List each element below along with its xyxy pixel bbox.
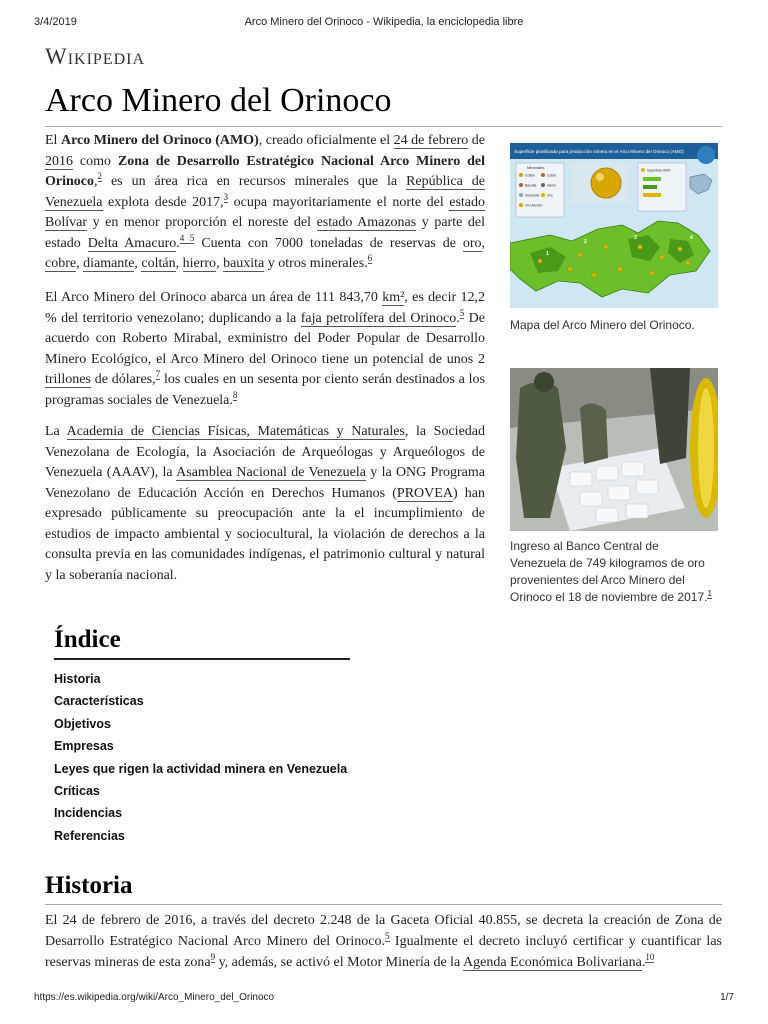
print-url: https://es.wikipedia.org/wiki/Arco_Minero_del_Orinoco	[34, 992, 275, 1003]
print-page-number: 1/7	[720, 992, 734, 1003]
link-coltan[interactable]: coltán	[141, 256, 176, 271]
toc-item-objetivos[interactable]: Objetivos	[54, 716, 111, 731]
ref-7[interactable]: 7	[155, 369, 161, 380]
link-agenda-economica[interactable]: Agenda Económica Bolivariana	[463, 955, 642, 970]
map-superficie-label: Superficie AMO	[647, 168, 671, 173]
link-hierro[interactable]: hierro	[182, 256, 217, 271]
table-of-contents	[54, 626, 350, 847]
map-region-3: 3	[634, 235, 637, 241]
section-heading-historia: Historia	[45, 872, 722, 905]
toc-item-criticas[interactable]: Críticas	[54, 784, 100, 799]
ref-10[interactable]: 10	[645, 952, 655, 963]
link-republica-venezuela[interactable]: República de Venezuela	[45, 174, 486, 210]
print-date: 3/4/2019	[34, 16, 77, 28]
photo-figure	[510, 368, 718, 606]
ref-9[interactable]: 9	[210, 952, 216, 963]
legend-hierro: Hierro	[547, 183, 557, 188]
link-delta-amacuro[interactable]: Delta Amacuro	[87, 235, 177, 251]
legend-bauxita: Bauxita	[525, 183, 537, 188]
link-academia-ciencias[interactable]: Academia de Ciencias Físicas, Matemáticas y Naturales	[66, 424, 405, 439]
legend-cobre: Cobre	[547, 173, 557, 178]
toc-title: Índice	[54, 626, 350, 660]
gold-bars-photo[interactable]	[510, 368, 718, 531]
intro-paragraph-2: El Arco Minero del Orinoco abarca un área de 111 843,70 km², es decir 12,2 % del territorio venezolano; duplicando a la faja petrolífera del Orinoco.$^5$ De acuerdo con Roberto Mirabal, exministro del Poder Popular de Desarrollo Minero Ecológico, el Arco Minero del Orinoco tiene un potencial de unos 2 trillones de dólares,$^7$ los cuales en un sesenta por ciento serán destinados a los programas sociales de Venezuela.$^8$	[45, 290, 485, 408]
link-oro[interactable]: oro	[462, 235, 482, 251]
toc-item-incidencias[interactable]: Incidencias	[54, 806, 123, 821]
link-estado-amazonas[interactable]: estado Amazonas	[316, 215, 417, 230]
toc-item-caracteristicas[interactable]: Características	[54, 694, 144, 709]
ref-8[interactable]: 8	[232, 389, 238, 400]
wikipedia-logo[interactable]: Wikipedia	[45, 44, 146, 69]
legend-oro-aluvion: Oro Aluvión	[525, 203, 543, 208]
link-trillones[interactable]: trillones	[45, 372, 91, 387]
link-provea[interactable]: PROVEA	[396, 485, 453, 501]
link-bauxita[interactable]: bauxita	[223, 256, 265, 271]
intro-paragraph-3: La Academia de Ciencias Físicas, Matemáticas y Naturales, la Sociedad Venezolana de Ecología, la Asociación de Arqueólogas y Arqueólogos de Venezuela (AAAV), la Asamblea Nacional de Venezuela y la ONG Programa Venezolano de Educación Acción en Derechos Humanos (PROVEA) han expresado públicamente su preocupación ante la el incumplimiento de estudios de impacto ambiental y sociocultural, la violación de derechos a la consulta previa en las comunidades indígenas, el patrimonio cultural y natural y la soberanía nacional.	[45, 424, 485, 583]
ref-5-historia[interactable]: 5	[385, 931, 390, 942]
ref-6[interactable]: 6	[367, 253, 373, 264]
map-figure	[510, 143, 718, 334]
map-region-2: 2	[584, 239, 587, 245]
legend-diamante: Diamante	[525, 193, 540, 198]
map-region-4: 4	[690, 235, 693, 241]
print-page-title: Arco Minero del Orinoco - Wikipedia, la enciclopedia libre	[244, 16, 524, 28]
article-title: Arco Minero del Orinoco	[45, 82, 722, 127]
toc-item-referencias[interactable]: Referencias	[54, 828, 125, 843]
toc-item-empresas[interactable]: Empresas	[54, 739, 114, 754]
historia-paragraph: El 24 de febrero de 2016, a través del decreto 2.248 de la Gaceta Oficial 40.855, se decreta la creación de Zona de Desarrollo Estratégico Nacional Arco Minero del Orinoco.$^5$ Igualmente el decreto incluyó certificar y cuantificar las reservas mineras de esta zona$^9$ y, además, se activó el Motor Minería de la Agenda Económica Bolivariana.$^{10}$	[45, 913, 722, 970]
link-24-febrero[interactable]: 24 de febrero	[393, 133, 469, 148]
link-diamante[interactable]: diamante	[83, 256, 135, 271]
link-2016[interactable]: 2016	[45, 153, 73, 169]
legend-oro: Oro	[547, 193, 553, 198]
globe-icon	[697, 146, 715, 164]
map-image[interactable]	[510, 143, 718, 308]
ref-3[interactable]: 3	[223, 191, 229, 202]
legend-coltan: Coltan	[525, 173, 535, 178]
map-header-text: Superficie planificada para producción minera en el Arco Minero del Orinoco (AMO)	[514, 149, 684, 154]
ref-5[interactable]: 5	[459, 307, 465, 318]
link-faja-petrolifera[interactable]: faja petrolífera del Orinoco	[300, 310, 457, 326]
bold-term: Arco Minero del Orinoco (AMO)	[60, 133, 259, 148]
link-asamblea-nacional[interactable]: Asamblea Nacional de Venezuela	[176, 465, 366, 480]
map-legend-title: Minerales	[527, 165, 545, 170]
photo-caption: Ingreso al Banco Central de Venezuela de 749 kilogramos de oro provenientes del Arco Minero del Orinoco el 18 de noviembre de 2017.$^1$	[510, 539, 712, 604]
map-region-1: 1	[546, 251, 549, 257]
bold-term-zona: Zona de Desarrollo Estratégico Nacional Arco Minero del Orinoco	[45, 153, 485, 189]
ref-4-5[interactable]: 4 5	[179, 232, 195, 243]
link-km2[interactable]: km²	[382, 290, 405, 305]
link-cobre[interactable]: cobre	[45, 256, 77, 271]
link-estado-bolivar[interactable]: estado Bolívar	[45, 194, 485, 230]
intro-paragraph-1: El Arco Minero del Orinoco (AMO), creado oficialmente el 24 de febrero de 2016 como Zona de Desarrollo Estratégico Nacional Arco Minero del Orinoco,$^2$ es un área rica en recursos minerales que la República de Venezuela explota desde 2017,$^3$ ocupa mayoritariamente el norte del estado Bolívar y en menor proporción el noreste del estado Amazonas y parte del estado Delta Amacuro.$^{4 5}$ Cuenta con 7000 toneladas de reservas de oro, cobre, diamante, coltán, hierro, bauxita y otros minerales.$^6$	[45, 133, 486, 271]
toc-item-leyes[interactable]: Leyes que rigen la actividad minera en Venezuela	[54, 761, 348, 776]
map-caption: Mapa del Arco Minero del Orinoco.	[510, 318, 695, 332]
ref-1[interactable]: 1	[707, 589, 712, 598]
ref-2[interactable]: 2	[97, 171, 102, 182]
toc-item-historia[interactable]: Historia	[54, 672, 101, 686]
